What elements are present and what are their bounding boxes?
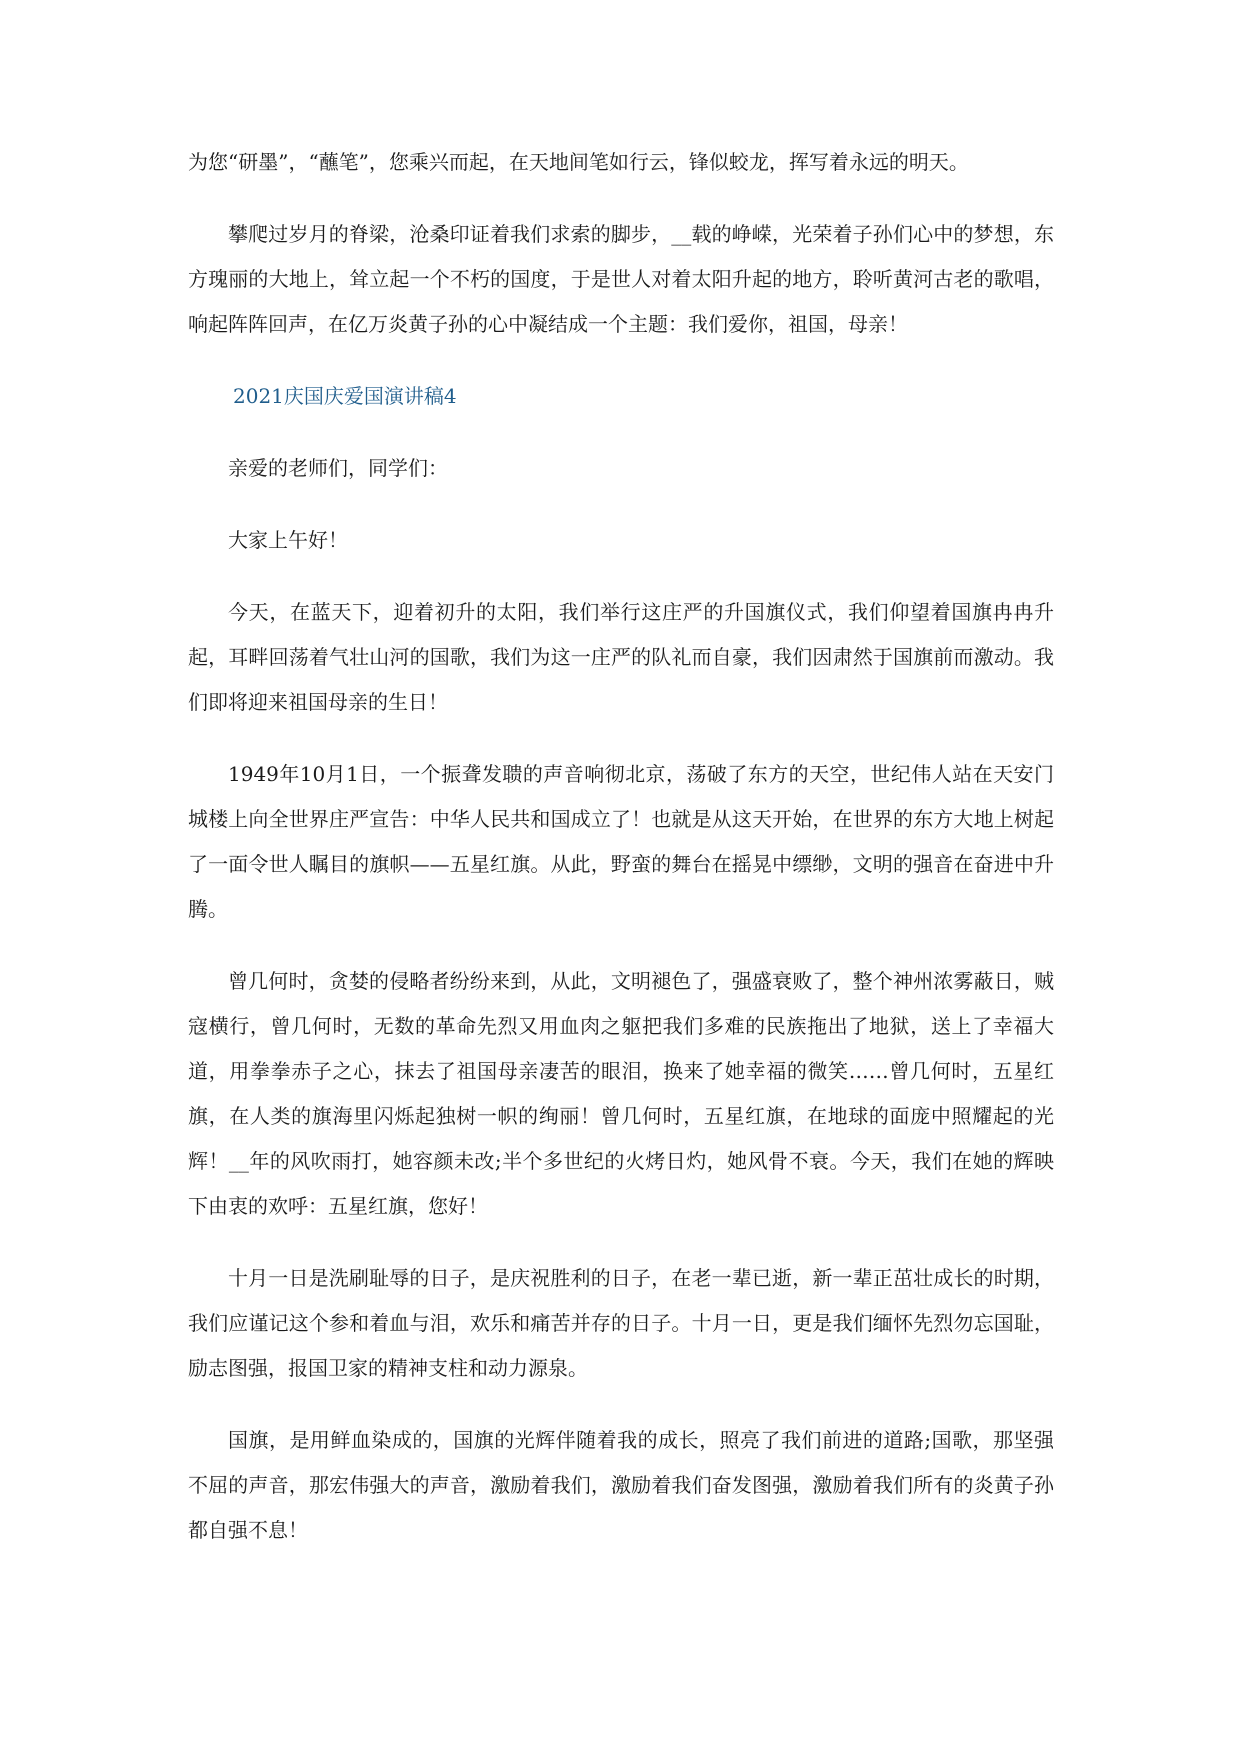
paragraph: 国旗，是用鲜血染成的，国旗的光辉伴随着我的成长，照亮了我们前进的道路;国歌，那坚强不屈的声音，那宏伟强大的声音，激励着我们，激励着我们奋发图强，激励着我们所有的炎黄子孙都自强不息！ [188,1428,1054,1542]
document-body [188,140,1054,1580]
paragraph: 曾几何时，贪婪的侵略者纷纷来到，从此，文明褪色了，强盛衰败了，整个神州浓雾蔽日，贼寇横行，曾几何时，无数的革命先烈又用血肉之躯把我们多难的民族拖出了地狱，送上了幸福大道，用拳拳赤子之心，抹去了祖国母亲凄苦的眼泪，换来了她幸福的微笑……曾几何时，五星红旗，在人类的旗海里闪烁起独树一帜的绚丽！曾几何时，五星红旗，在地球的面庞中照耀起的光辉！__年的风吹雨打，她容颜未改;半个多世纪的火烤日灼，她风骨不衰。今天，我们在她的辉映下由衷的欢呼：五星红旗，您好！ [188,969,1054,1218]
salutation: 亲爱的老师们，同学们： [228,456,448,480]
paragraph: 今天，在蓝天下，迎着初升的太阳，我们举行这庄严的升国旗仪式，我们仰望着国旗冉冉升起，耳畔回荡着气壮山河的国歌，我们为这一庄严的队礼而自豪，我们因肃然于国旗前而激动。我们即将迎来祖国母亲的生日！ [188,600,1054,714]
paragraph: 十月一日是洗刷耻辱的日子，是庆祝胜利的日子，在老一辈已逝，新一辈正茁壮成长的时期，我们应谨记这个参和着血与泪，欢乐和痛苦并存的日子。十月一日，更是我们缅怀先烈勿忘国耻，励志图强，报国卫家的精神支柱和动力源泉。 [188,1266,1054,1380]
paragraph: 攀爬过岁月的脊梁，沧桑印证着我们求索的脚步，__载的峥嵘，光荣着子孙们心中的梦想，东方瑰丽的大地上，耸立起一个不朽的国度，于是世人对着太阳升起的地方，聆听黄河古老的歌唱，响起阵阵回声，在亿万炎黄子孙的心中凝结成一个主题：我们爱你，祖国，母亲！ [188,222,1054,336]
paragraph: 1949年10月1日，一个振聋发聩的声音响彻北京，荡破了东方的天空，世纪伟人站在天安门城楼上向全世界庄严宣告：中华人民共和国成立了！也就是从这天开始，在世界的东方大地上树起了一面令世人瞩目的旗帜——五星红旗。从此，野蛮的舞台在摇晃中缥缈，文明的强音在奋进中升腾。 [188,762,1054,921]
section-heading: 2021庆国庆爱国演讲稿4 [233,384,457,408]
greeting: 大家上午好！ [228,528,348,552]
paragraph-continuation: 为您“研墨”，“蘸笔”，您乘兴而起，在天地间笔如行云，锋似蛟龙，挥写着永远的明天。 [188,150,969,174]
